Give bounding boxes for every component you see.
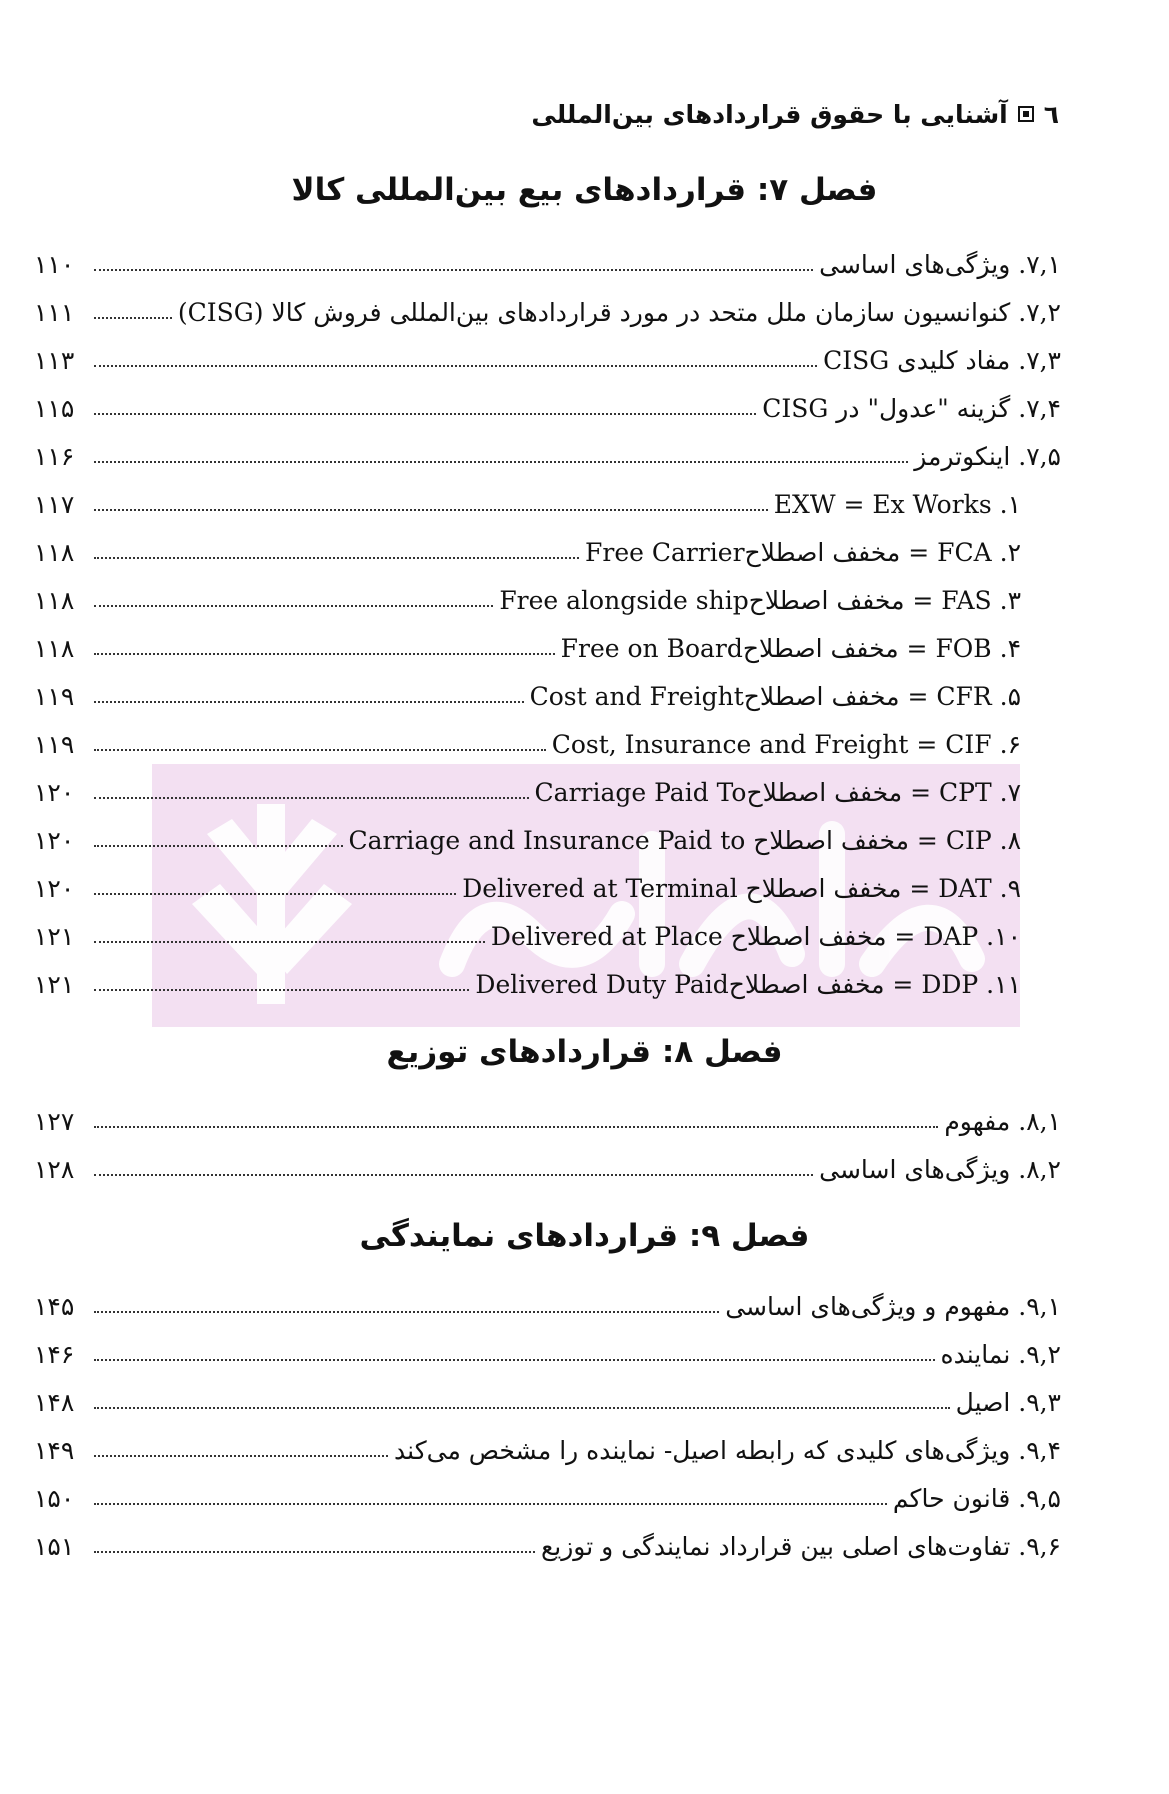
toc-entry-title: ۷. CPT = مخفف اصطلاحCarriage Paid To <box>534 777 1021 807</box>
toc-entry-title: ۶. Cost, Insurance and Freight = CIF <box>551 729 1021 759</box>
toc-entry-page: ۱۵۱ <box>34 1531 75 1561</box>
dot-leader <box>94 701 524 703</box>
toc-entry-title: ۷,۳. مفاد کلیدی CISG <box>823 345 1061 375</box>
toc-entry-title: ۹,۳. اصیل <box>955 1387 1061 1417</box>
running-head <box>531 92 1059 136</box>
toc-entry-title: ۵. CFR = مخفف اصطلاحCost and Freight <box>529 681 1021 711</box>
toc-entry-page: ۱۱۵ <box>34 393 75 423</box>
dot-leader <box>94 653 555 655</box>
dot-leader <box>94 941 485 943</box>
square-bullet-icon <box>1018 106 1034 122</box>
toc-entry-page: ۱۱۸ <box>34 585 75 615</box>
toc-entry-page: ۱۱۶ <box>34 441 75 471</box>
dot-leader <box>94 1455 388 1457</box>
toc-entry-title: ۹,۱. مفهوم و ویژگی‌های اساسی <box>725 1291 1061 1321</box>
dot-leader <box>94 893 456 895</box>
toc-entry-title: ۸,۱. مفهوم <box>944 1106 1061 1136</box>
dot-leader <box>94 317 172 319</box>
toc-entry-title: ۹,۴. ویژگی‌های کلیدی که رابطه اصیل- نماینده را مشخص می‌کند <box>394 1435 1061 1465</box>
toc-entry[interactable] <box>34 771 1061 813</box>
toc-entry-page: ۱۲۷ <box>34 1106 75 1136</box>
toc-entry-page: ۱۱۹ <box>34 681 75 711</box>
toc-entry[interactable] <box>34 1285 1061 1327</box>
toc-entry[interactable] <box>34 291 1061 333</box>
dot-leader <box>94 1126 938 1128</box>
toc-entry-title: ۱. EXW = Ex Works <box>773 489 1021 519</box>
toc-entry[interactable] <box>34 387 1061 429</box>
dot-leader <box>94 845 343 847</box>
toc-entry[interactable] <box>34 1429 1061 1471</box>
dot-leader <box>94 461 908 463</box>
toc-entry-page: ۱۲۰ <box>34 873 75 903</box>
toc-entry-title: ۹,۶. تفاوت‌های اصلی بین قرارداد نمایندگی و توزیع <box>540 1531 1061 1561</box>
chapter-title: فصل ۹: قراردادهای نمایندگی <box>359 1218 810 1254</box>
dot-leader <box>94 989 469 991</box>
dot-leader <box>94 365 817 367</box>
book-title: آشنایی با حقوق قراردادهای بین‌المللی <box>531 99 1008 129</box>
dot-leader <box>94 1551 535 1553</box>
toc-entry[interactable] <box>34 723 1061 765</box>
toc-entry-title: ۸. CIP = مخفف اصطلاح Carriage and Insurance Paid to <box>348 825 1021 855</box>
toc-entry-title: ۷,۲. کنوانسیون سازمان ملل متحد در مورد قراردادهای بین‌المللی فروش کالا (CISG) <box>177 297 1061 327</box>
toc-entry[interactable] <box>34 243 1061 285</box>
dot-leader <box>94 605 493 607</box>
dot-leader <box>94 269 813 271</box>
toc-entry[interactable] <box>34 339 1061 381</box>
toc-entry[interactable] <box>34 915 1061 957</box>
toc-entry[interactable] <box>34 1477 1061 1519</box>
dot-leader <box>94 1174 813 1176</box>
toc-entry-title: ۷,۱. ویژگی‌های اساسی <box>819 249 1061 279</box>
toc-entry-title: ۸,۲. ویژگی‌های اساسی <box>819 1154 1061 1184</box>
dot-leader <box>94 557 579 559</box>
dot-leader <box>94 1503 887 1505</box>
page-number: ٦ <box>1043 99 1059 129</box>
dot-leader <box>94 749 546 751</box>
toc-entry[interactable] <box>34 819 1061 861</box>
toc-entry-page: ۱۲۸ <box>34 1154 75 1184</box>
toc-entry-page: ۱۲۰ <box>34 777 75 807</box>
chapter-title: فصل ۷: قراردادهای بیع بین‌المللی کالا <box>291 172 878 208</box>
toc-entry-title: ۷,۴. گزینه "عدول" در CISG <box>762 393 1061 423</box>
toc-entry-page: ۱۱۱ <box>34 297 75 327</box>
dot-leader <box>94 797 529 799</box>
toc-entry-title: ۲. FCA = مخفف اصطلاحFree Carrier <box>585 537 1021 567</box>
toc-entry-page: ۱۴۵ <box>34 1291 75 1321</box>
toc-entry-page: ۱۱۷ <box>34 489 75 519</box>
toc-entry-title: ۴. FOB = مخفف اصطلاحFree on Board <box>560 633 1021 663</box>
toc-entry-title: ۹,۲. نماینده <box>940 1339 1061 1369</box>
toc-entry-page: ۱۵۰ <box>34 1483 75 1513</box>
toc-entry-page: ۱۴۶ <box>34 1339 75 1369</box>
toc-entry-title: ۱۰. DAP = مخفف اصطلاح Delivered at Place <box>490 921 1021 951</box>
dot-leader <box>94 1311 719 1313</box>
toc-entry-page: ۱۲۰ <box>34 825 75 855</box>
toc-entry-page: ۱۴۸ <box>34 1387 75 1417</box>
dot-leader <box>94 413 756 415</box>
toc-entry-page: ۱۱۸ <box>34 633 75 663</box>
toc-entry-page: ۱۲۱ <box>34 969 75 999</box>
toc-entry[interactable] <box>34 1148 1061 1190</box>
toc-entry-page: ۱۱۳ <box>34 345 75 375</box>
toc-entry-title: ۱۱. DDP = مخفف اصطلاحDelivered Duty Paid <box>475 969 1021 999</box>
toc-entry[interactable] <box>34 627 1061 669</box>
dot-leader <box>94 1407 950 1409</box>
toc-entry[interactable] <box>34 483 1061 525</box>
toc-entry[interactable] <box>34 579 1061 621</box>
dot-leader <box>94 1359 935 1361</box>
toc-entry-title: ۳. FAS = مخفف اصطلاحFree alongside ship <box>499 585 1021 615</box>
toc-entry[interactable] <box>34 531 1061 573</box>
toc-entry[interactable] <box>34 1525 1061 1567</box>
chapter-title: فصل ۸: قراردادهای توزیع <box>386 1034 783 1070</box>
toc-entry[interactable] <box>34 675 1061 717</box>
toc-entry-title: ۷,۵. اینکوترمز <box>914 441 1061 471</box>
toc-entry-page: ۱۱۹ <box>34 729 75 759</box>
dot-leader <box>94 509 768 511</box>
toc-entry-page: ۱۲۱ <box>34 921 75 951</box>
toc-entry-page: ۱۱۰ <box>34 249 75 279</box>
toc-entry[interactable] <box>34 1333 1061 1375</box>
toc-entry[interactable] <box>34 435 1061 477</box>
toc-entry-page: ۱۴۹ <box>34 1435 75 1465</box>
toc-entry[interactable] <box>34 867 1061 909</box>
toc-entry[interactable] <box>34 1381 1061 1423</box>
toc-entry-page: ۱۱۸ <box>34 537 75 567</box>
toc-entry[interactable] <box>34 963 1061 1005</box>
toc-entry[interactable] <box>34 1100 1061 1142</box>
toc-entry-title: ۹. DAT = مخفف اصطلاح Delivered at Terminal <box>462 873 1021 903</box>
toc-entry-title: ۹,۵. قانون حاکم <box>892 1483 1061 1513</box>
